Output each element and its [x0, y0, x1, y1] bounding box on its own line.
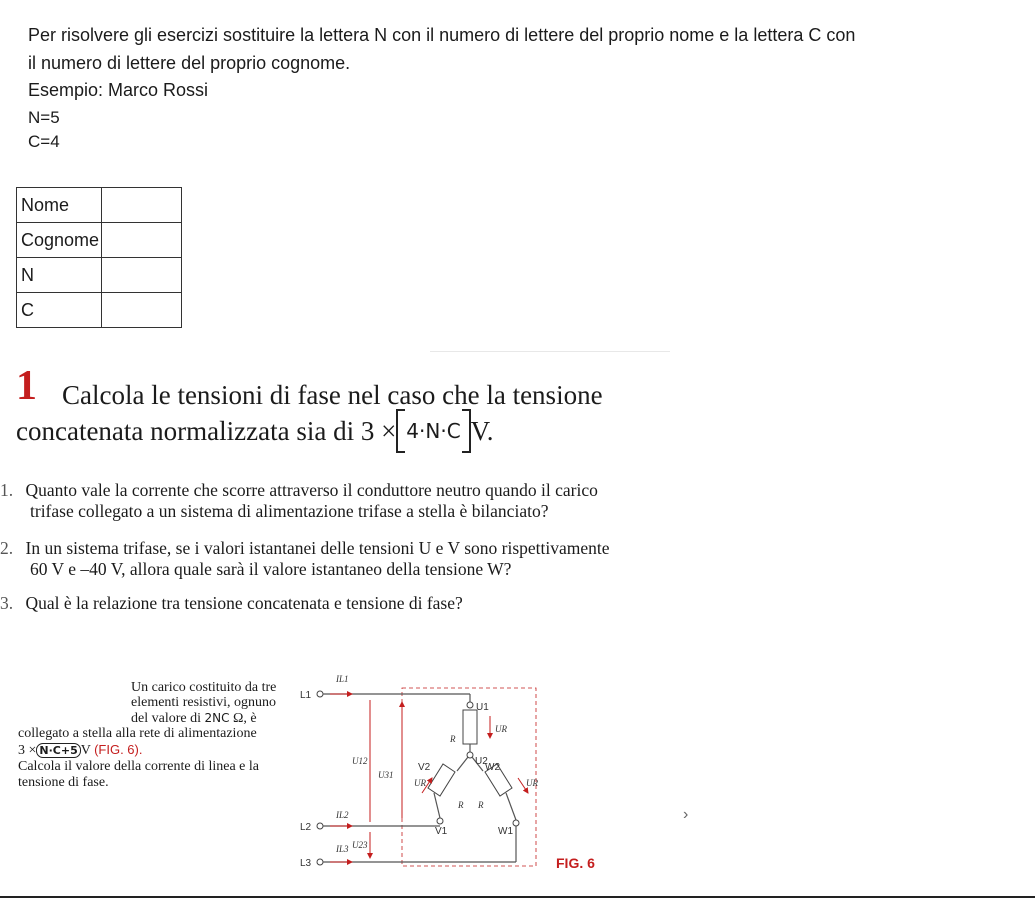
table-row — [17, 223, 182, 258]
question-number: 2. — [0, 538, 14, 558]
label-r-w: R — [478, 800, 484, 810]
question-2-line-2: 60 V e –40 V, allora quale sarà il valore istantaneo della tensione W? — [30, 559, 512, 579]
bracket-right — [462, 409, 471, 453]
exercise-line-2-prefix: concatenata normalizzata sia di 3 × — [16, 416, 397, 446]
terminal-l1 — [317, 691, 323, 697]
problem-line-3-suffix: Ω, è — [232, 711, 257, 726]
handwritten-formula-text: 4·N·C — [406, 419, 461, 443]
table-row — [17, 293, 182, 328]
label-l3: L3 — [300, 858, 312, 869]
label-l2: L2 — [300, 822, 312, 833]
exercise-line-2 — [16, 413, 493, 449]
wire — [434, 793, 440, 818]
label-il1: IL1 — [336, 674, 349, 684]
wire — [457, 757, 468, 771]
table-label-nome: Nome — [17, 188, 102, 223]
handwritten-voltage: N·C+5 — [36, 743, 80, 758]
label-u23: U23 — [352, 840, 368, 850]
label-u31: U31 — [378, 770, 394, 780]
label-ur-w: UR — [526, 778, 538, 788]
label-il2: IL2 — [336, 810, 349, 820]
label-v2: V2 — [418, 762, 431, 773]
table-value-c[interactable] — [102, 293, 182, 328]
label-v1: V1 — [435, 826, 448, 837]
intro-line-2: il numero di lettere del proprio cognome. — [28, 53, 351, 73]
question-1-line-2: trifase collegato a un sistema di alimentazione trifase a stella è bilanciato? — [30, 501, 549, 521]
label-r-u: R — [450, 734, 456, 744]
label-r-v: R — [458, 800, 464, 810]
label-u2: U2 — [475, 756, 488, 767]
bracket-left — [396, 409, 405, 453]
problem-line-5-suffix: V — [80, 743, 91, 758]
table-row — [17, 188, 182, 223]
label-u1: U1 — [476, 702, 489, 713]
exercise-line-2-suffix: V. — [470, 416, 494, 446]
wire — [506, 793, 516, 820]
question-number: 1. — [0, 480, 14, 500]
label-w1: W1 — [498, 826, 513, 837]
table-value-nome[interactable] — [102, 188, 182, 223]
question-text: Qual è la relazione tra tensione concatenata e tensione di fase? — [25, 593, 463, 613]
intro-example: Esempio: Marco Rossi — [28, 80, 209, 100]
problem-line-1: Un carico costituito da tre — [131, 680, 277, 695]
table-label-n: N — [17, 258, 102, 293]
problem-line-4: collegato a stella alla rete di alimentazione — [18, 726, 257, 741]
exercise-number: 1 — [16, 363, 37, 409]
label-il3: IL3 — [336, 844, 349, 854]
intro-c-example: C=4 — [28, 132, 60, 151]
problem-line-3-prefix: del valore di — [131, 711, 201, 726]
table-value-n[interactable] — [102, 258, 182, 293]
table-value-cognome[interactable] — [102, 223, 182, 258]
terminal-w1 — [513, 820, 519, 826]
table-label-cognome: Cognome — [17, 223, 102, 258]
problem-line-5-prefix: 3 × — [18, 743, 37, 758]
handwritten-formula — [396, 413, 470, 449]
terminal-l2 — [317, 823, 323, 829]
terminal-v1 — [437, 818, 443, 824]
intro-line-1: Per risolvere gli esercizi sostituire la lettera N con il numero di lettere del proprio nome e la lettera C con — [28, 25, 856, 45]
table-row — [17, 258, 182, 293]
resistor-v — [428, 764, 455, 796]
chevron-right-icon[interactable]: › — [683, 806, 689, 823]
question-3-line-1 — [0, 590, 463, 616]
problem-line-2: elementi resistivi, ognuno — [131, 695, 277, 710]
exercise-line-1: Calcola le tensioni di fase nel caso che la tensione — [62, 380, 603, 410]
circuit-diagram — [290, 668, 570, 880]
label-w2: W2 — [485, 762, 500, 773]
label-ur-u: UR — [495, 724, 507, 734]
handwritten-resistance: 2NC — [204, 711, 230, 725]
problem-line-6: Calcola il valore della corrente di linea e la — [18, 759, 259, 774]
figure-reference: (FIG. 6). — [94, 742, 143, 757]
divider — [430, 351, 670, 352]
resistor-u — [463, 710, 477, 744]
question-text: In un sistema trifase, se i valori istantanei delle tensioni U e V sono rispettivamente — [25, 538, 610, 558]
terminal-l3 — [317, 859, 323, 865]
student-info-table — [16, 187, 182, 328]
figure-label: FIG. 6 — [556, 855, 595, 871]
table-label-c: C — [17, 293, 102, 328]
label-l1: L1 — [300, 690, 312, 701]
label-u12: U12 — [352, 756, 368, 766]
terminal-u1 — [467, 702, 473, 708]
problem-line-3 — [131, 711, 257, 726]
problem-line-7: tensione di fase. — [18, 775, 109, 790]
intro-n-example: N=5 — [28, 108, 60, 127]
problem-line-5 — [18, 742, 142, 758]
question-number: 3. — [0, 593, 14, 613]
label-ur-v: UR — [414, 778, 426, 788]
question-text: Quanto vale la corrente che scorre attraverso il conduttore neutro quando il carico — [25, 480, 598, 500]
